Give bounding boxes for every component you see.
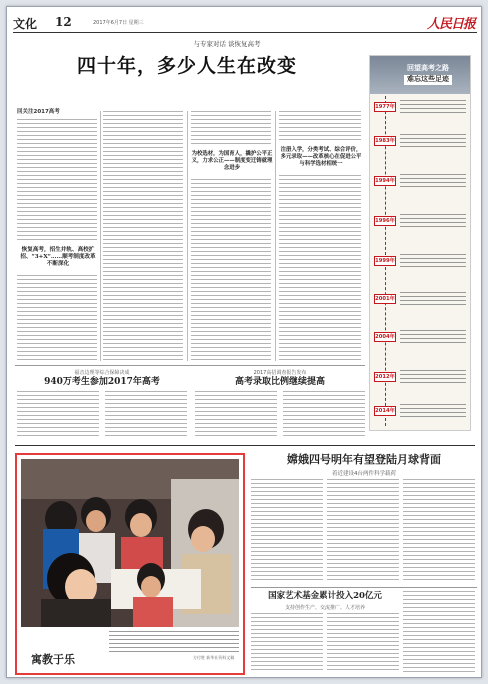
page-number: 12	[55, 15, 72, 29]
article-column-2	[103, 111, 183, 361]
newspaper-page	[6, 6, 482, 678]
lead-headline: 四十年，多少人生在改变	[76, 55, 297, 77]
story-divider	[251, 587, 477, 588]
page-divider	[15, 445, 475, 446]
timeline-year: 1996年	[375, 218, 395, 224]
photo-illustration	[21, 459, 239, 627]
timeline-desc	[400, 330, 466, 344]
bottom-left-col-1	[17, 391, 99, 439]
mid-subhead: 恢复高考，招生并轨、高校扩招、“3+X”……顺考制度改革不断深化	[20, 247, 96, 267]
featured-photo-frame	[15, 453, 245, 675]
timeline-desc	[400, 214, 466, 228]
timeline-desc	[400, 134, 466, 148]
timeline-desc	[400, 174, 466, 188]
photo-credit: 方付胜 新华社资料文稿	[193, 655, 235, 660]
photo-caption	[109, 631, 239, 653]
article-column-3a	[191, 111, 271, 147]
right-story-col-1	[251, 479, 323, 583]
right-story-headline: 嫦娥四号明年有望登陆月球背面	[287, 453, 441, 466]
timeline-desc	[400, 292, 466, 306]
bottom-mid-col-1	[195, 391, 277, 439]
right-story-col-3	[403, 479, 475, 583]
right-story-col-2	[327, 479, 399, 583]
timeline-desc	[400, 254, 466, 268]
timeline-desc	[400, 370, 466, 384]
timeline-year: 2001年	[375, 296, 395, 302]
timeline-year: 2004年	[375, 334, 395, 340]
timeline-year: 1994年	[375, 178, 395, 184]
timeline-year: 2012年	[375, 374, 395, 380]
bottom-left-kicker: 福音边理等综合保障决成	[74, 370, 130, 376]
bottom-mid-headline: 高考录取比例继续提高	[234, 377, 325, 387]
right-story2-col-3	[403, 591, 475, 673]
article-column-3b	[191, 179, 271, 361]
right-story-kicker: 着近建设4台两件科学载荷	[331, 471, 396, 477]
col-b-subhead: 为校选材，为国育人，撬护公平正义，力求公正——制度变迁铸就理念进步	[191, 151, 273, 171]
infographic-title: 回望高考之路 难忘这些足迹	[388, 64, 468, 85]
bottom-mid-kicker: 2017高招调查报告发布	[253, 370, 307, 376]
timeline-year: 1983年	[375, 138, 395, 144]
column-divider	[100, 111, 101, 361]
column-divider	[187, 111, 188, 361]
timeline-year: 1977年	[375, 104, 395, 110]
section-name: 文化	[13, 17, 38, 31]
page-header	[13, 13, 477, 33]
article-column-4b	[279, 175, 361, 361]
bottom-left-headline: 940万考生参加2017年高考	[44, 377, 160, 387]
bottom-mid-col-2	[283, 391, 365, 439]
article-column-1a	[17, 119, 97, 243]
timeline-desc	[400, 404, 466, 418]
timeline-desc	[400, 100, 466, 114]
right-story2-col-1	[251, 613, 323, 673]
section-tag: 回关注2017高考	[17, 109, 60, 115]
newspaper-logo: 人民日报	[426, 17, 475, 32]
timeline-year: 1999年	[375, 258, 395, 264]
bottom-left-col-2	[105, 391, 187, 439]
section-divider	[15, 365, 365, 366]
timeline-year: 2014年	[375, 408, 395, 414]
publication-date: 2017年6月7日 星期三	[93, 20, 144, 26]
right-story2-col-2	[327, 613, 399, 673]
article-column-1b	[17, 275, 97, 361]
timeline-infographic	[369, 55, 471, 431]
right-story2-headline: 国家艺术基金累计投入20亿元	[268, 591, 382, 601]
right-story2-kicker: 支持创作生产、交流推广、人才培养	[284, 605, 365, 611]
photo-title: 寓教于乐	[31, 653, 75, 666]
col-c-subhead: 注册入学，分类考试、综合评价，多元录取——改革核心在促进公平与科学选材相统一	[280, 147, 362, 167]
article-column-4a	[279, 111, 361, 143]
column-divider	[275, 111, 276, 361]
classroom-photo	[21, 459, 239, 627]
lead-kicker: 与专家对话 谈恢复高考	[193, 40, 261, 48]
